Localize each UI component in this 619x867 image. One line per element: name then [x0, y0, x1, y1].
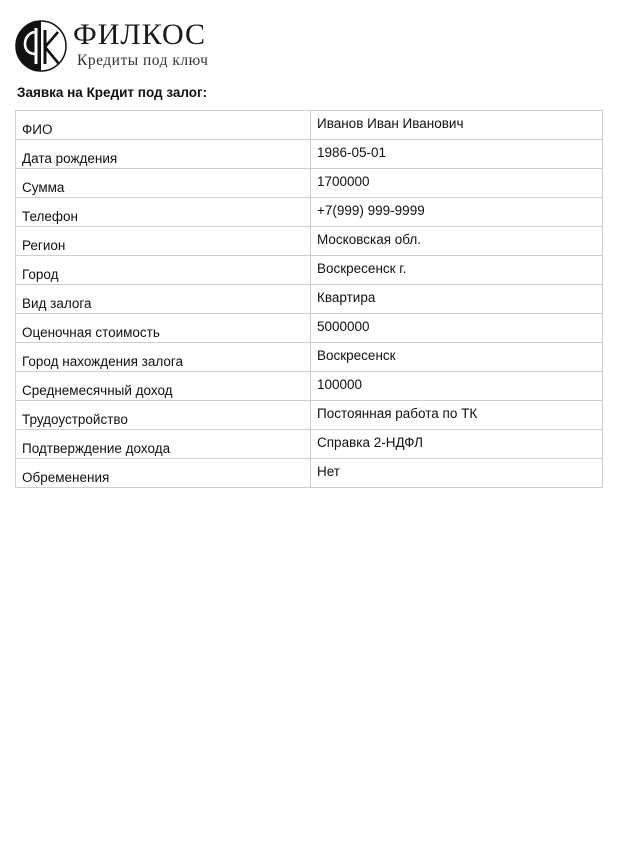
row-label: ФИО [16, 111, 311, 140]
logo-emblem-icon [15, 20, 67, 72]
table-row [16, 285, 603, 314]
table-row [16, 198, 603, 227]
row-label: Телефон [16, 198, 311, 227]
table-row [16, 343, 603, 372]
row-value: Нет [311, 459, 603, 488]
table-row [16, 372, 603, 401]
row-value: Справка 2-НДФЛ [311, 430, 603, 459]
row-value: 5000000 [311, 314, 603, 343]
company-logo [15, 17, 245, 75]
row-value: Воскресенск г. [311, 256, 603, 285]
row-label: Сумма [16, 169, 311, 198]
row-label: Дата рождения [16, 140, 311, 169]
table-row [16, 459, 603, 488]
table-row [16, 111, 603, 140]
row-value: Постоянная работа по ТК [311, 401, 603, 430]
table-row [16, 314, 603, 343]
row-label: Обременения [16, 459, 311, 488]
row-value: +7(999) 999-9999 [311, 198, 603, 227]
row-label: Регион [16, 227, 311, 256]
table-row [16, 140, 603, 169]
table-row [16, 227, 603, 256]
row-value: Московская обл. [311, 227, 603, 256]
table-row [16, 430, 603, 459]
application-table [15, 110, 603, 488]
table-row [16, 169, 603, 198]
row-label: Вид залога [16, 285, 311, 314]
table-row [16, 401, 603, 430]
row-label: Среднемесячный доход [16, 372, 311, 401]
row-label: Подтверждение дохода [16, 430, 311, 459]
row-label: Трудоустройство [16, 401, 311, 430]
logo-name: ФИЛКОС [73, 18, 207, 51]
row-value: 1700000 [311, 169, 603, 198]
row-label: Оценочная стоимость [16, 314, 311, 343]
row-label: Город [16, 256, 311, 285]
form-title: Заявка на Кредит под залог: [17, 85, 208, 100]
row-value: Квартира [311, 285, 603, 314]
row-value: 100000 [311, 372, 603, 401]
row-value: Воскресенск [311, 343, 603, 372]
row-label: Город нахождения залога [16, 343, 311, 372]
table-row [16, 256, 603, 285]
logo-tagline: Кредиты под ключ [77, 52, 209, 69]
row-value: 1986-05-01 [311, 140, 603, 169]
row-value: Иванов Иван Иванович [311, 111, 603, 140]
